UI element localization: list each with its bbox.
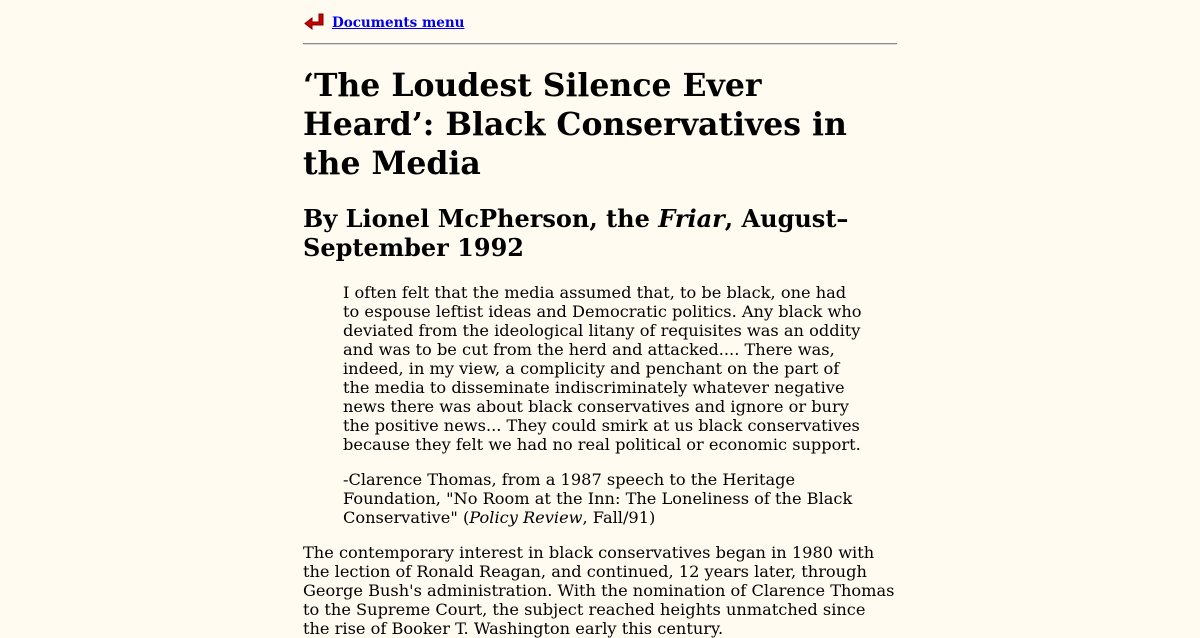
- horizontal-rule: [303, 43, 897, 45]
- article-paragraph: The contemporary interest in black conservatives began in 1980 with the lection of Ronald Reagan, and continued, 12 years later, through George Bush's administration. With the nomination of Clarence Thomas to the Supreme Court, the subject reached heights unmatched since the rise of Booker T. Washington early this century.: [303, 543, 895, 638]
- article-title: ‘The Loudest Silence Ever Heard’: Black Conservatives in the Media: [303, 67, 847, 182]
- article-body: [303, 543, 897, 638]
- attribution-text: -Clarence Thomas, from a 1987 speech to the Heritage Foundation, "No Room at the Inn: The Loneliness of the Black Conservative" (: [343, 470, 853, 527]
- attribution-source: Policy Review: [469, 508, 583, 527]
- article-byline: [303, 204, 883, 262]
- return-arrow-icon[interactable]: [304, 13, 326, 33]
- epigraph-attribution: [343, 470, 863, 527]
- attribution-date: , Fall/91): [582, 508, 656, 527]
- epigraph-blockquote: [343, 283, 863, 527]
- byline-author: By Lionel McPherson, the: [303, 204, 659, 233]
- epigraph-text: I often felt that the media assumed that, to be black, one had to espouse leftist ideas and Democratic politics. Any black who deviated from the ideological litany of requisites was an oddity and was to be cut from the herd and attacked.... There was, indeed, in my view, a complicity and penchant on the part of the media to disseminate indiscriminately whatever negative news there was about black conservatives and ignore or bury the positive news... They could smirk at us black conservatives because they felt we had no real political or economic support.: [343, 283, 862, 454]
- byline-date: , August–September 1992: [303, 204, 849, 262]
- documents-menu-link[interactable]: Documents menu: [332, 15, 465, 31]
- byline-publication: Friar: [658, 204, 725, 233]
- top-navigation: [303, 12, 464, 34]
